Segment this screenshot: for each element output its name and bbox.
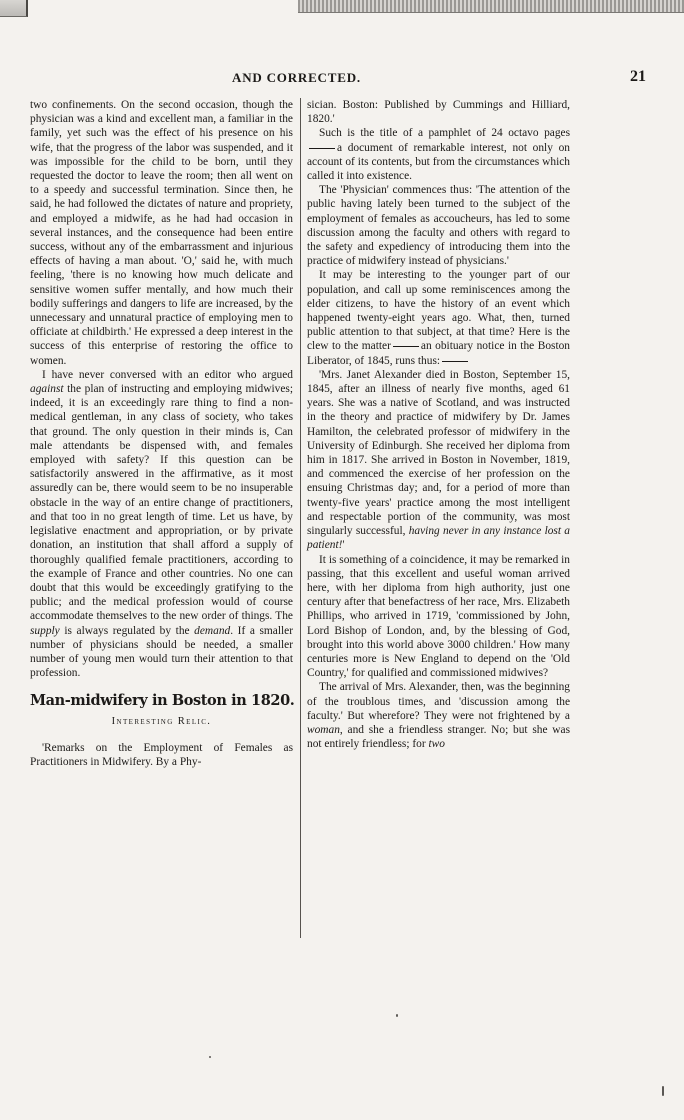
italic-text: supply [30,624,60,637]
italic-text: having never in any instance lost a patient! [307,525,570,552]
page-number: 21 [630,68,646,85]
running-title: AND CORRECTED. [232,70,361,85]
scan-edge-top-left [0,0,28,17]
section-subheading: Interesting Relic. [111,715,212,727]
text-run: 'Mrs. Janet Alexander died in Boston, September 15, 1845, after an illness of nearly five months, aged 61 years. She was a native of Scotland, and was instructed in the theory and practice of midwifery by Dr. James Hamilton, the celebrated professor of midwifery in the University of Edinburgh. She received her diploma from him in 1817. She arrived in Boston in November, 1819, and commenced the exercise of her profession on the ensuing Christmas day; and, for a period of more than twenty-five years' practice among the most intelligent and respectable portion of the community, was most singularly successful, [307,368,570,538]
scan-speck [662,1086,664,1096]
right-column [307,98,570,751]
italic-text: demand [194,624,231,637]
em-dash [309,148,335,149]
scan-edge-top-right [298,0,684,13]
em-dash [393,346,419,347]
italic-text: woman [307,723,340,736]
text-run: is always regulated by the [59,624,195,637]
paragraph [307,268,570,367]
paragraph [307,126,570,183]
text-run: a document of remarkable interest, not only on account of its contents, but from the circumstances which called it into existence. [307,141,570,183]
paragraph [307,368,570,553]
paragraph: 'Remarks on the Employment of Females as Practitioners in Midwifery. By a Phy- [30,741,293,768]
paragraph: sician. Boston: Published by Cummings and Hilliard, 1820.' [307,99,570,126]
paragraph [30,368,293,680]
scan-speck [396,1014,398,1017]
text-run: an obituary notice in the Boston Liberator, of 1845, runs thus: [307,340,570,367]
running-head [0,70,684,88]
text-run: ' [342,539,345,552]
section-heading: Man-midwifery in Boston in 1820. [30,692,295,710]
italic-text: two [428,738,445,751]
paragraph: The 'Physician' commences thus: 'The attention of the public having lately been turned to the subject of the employment of females as accoucheurs, has led to some discussion among the faculty and others with regard to the safety and expediency of introducing them into the practice of midwifery instead of physicians.' [307,184,570,268]
text-run: , and she a friendless stranger. No; but she was not entirely friendless; for [307,723,570,751]
text-run: I have never conversed with an editor who argued [42,368,293,381]
italic-text: against [30,383,64,396]
left-column [30,98,293,769]
em-dash [442,361,468,362]
paragraph [307,680,570,751]
text-run: the plan of instructing and employing midwives; indeed, it is an exceedingly rare thing to find a non-medical gentleman, in any class of society, who takes that ground. The only question in their minds is, Can male attendants be dispensed with, and females employed with safety? If this question can be satisfactorily answered in the affirmative, as it most assuredly can be, there would seem to be no insuperable obstacle in the way of an entire change of practitioners, and that too in no great length of time. Let us have, by legislative enactment and appropriation, or by private donation, an institution that shall afford a supply of thoroughly qualified female practitioners, according to the example of France and other countries. No one can doubt that this would be exceedingly gratifying to the public; and the medical profession would of course accommodate themselves to the new order of things. The [30,383,293,623]
paragraph: two confinements. On the second occasion, though the physician was a kind and excellent man, a familiar in the family, yet such was the effect of his presence on his wife, that the progress of the labor was suspended, and it was impossible for the child to be born, until they requested the doctor to leave the room; then all went on to a speedy and successful termination. Since then, he said, he had followed the dictates of nature and propriety, and employed a midwife, as he had had occasion in several instances, and the consequence had been entire success, without any of the embarrassment and injurious effects of having a man about. 'O,' said he, with much feeling, 'there is no knowing how much delicate and sensitive women suffer mentally, and how much their bodily sufferings and dangers to life are increased, by the unnecessary and unnatural practice of employing men to officiate at childbirth.' He expressed a deep interest in the success of this enterprise of restoring the office to women. [30,99,293,367]
text-run: Such is the title of a pamphlet of 24 octavo pages [319,127,570,140]
text-run: . If a smaller number of physicians should be needed, a smaller number of young men would turn their attention to that profession. [30,624,293,680]
text-run: The arrival of Mrs. Alexander, then, was the beginning of the troublous times, and 'discussion among the faculty.' But wherefore? They were not frightened by a [307,681,570,722]
paragraph: It is something of a coincidence, it may be remarked in passing, that this excellent and useful woman arrived here, with her diploma from high authority, just one century after that benefactress of her race, Mrs. Elizabeth Phillips, who arrived in 1719, 'commissioned by John, Lord Bishop of London, and, by the blessing of God, brought into this world above 3000 children.' How many centuries more is New England to depend on the 'Old Country,' for qualified and commissioned midwives? [307,553,570,680]
text-run: It may be interesting to the younger part of our population, and call up some reminiscences among the elder citizens, to have the history of an event which happened twenty-eight years ago. What, then, turned public attention to that subject, at that time? Here is the clew to the matter [307,269,570,353]
column-rule [300,98,301,938]
scan-speck [209,1056,211,1058]
